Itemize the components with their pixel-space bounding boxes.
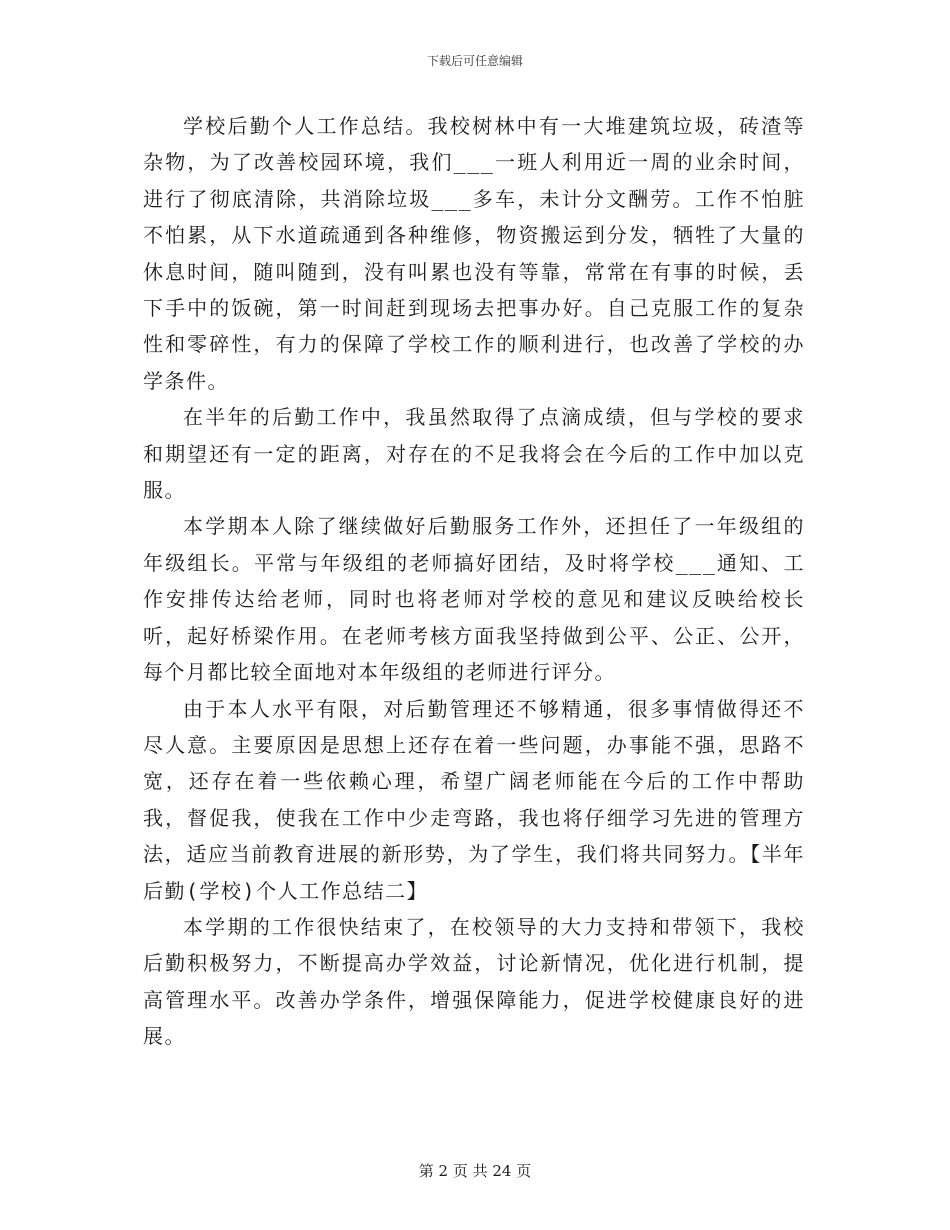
paragraph: 本学期本人除了继续做好后勤服务工作外，还担任了一年级组的年级组长。平常与年级组的老师搞好团结，及时将学校___通知、工作安排传达给老师，同时也将老师对学校的意见和建议反映给校长听，起好桥梁作用。在老师考核方面我坚持做到公平、公正、公开，每个月都比较全面地对本年级组的老师进行评分。 bbox=[143, 514, 805, 685]
paragraph: 本学期的工作很快结束了，在校领导的大力支持和带领下，我校后勤积极努力，不断提高办学效益，讨论新情况，优化进行机制，提高管理水平。改善办学条件，增强保障能力，促进学校健康良好的进展。 bbox=[143, 914, 805, 1049]
page-header: 下载后可任意编辑 bbox=[426, 54, 523, 68]
document-body bbox=[143, 108, 805, 1055]
paragraph: 在半年的后勤工作中，我虽然取得了点滴成绩，但与学校的要求和期望还有一定的距离，对存在的不足我将会在今后的工作中加以克服。 bbox=[143, 405, 805, 503]
paragraph: 学校后勤个人工作总结。我校树林中有一大堆建筑垃圾，砖渣等杂物，为了改善校园环境，我们___一班人利用近一周的业余时间，进行了彻底清除，共消除垃圾___多车，未计分文酬劳。工作不怕脏不怕累，从下水道疏通到各种维修，物资搬运到分发，牺牲了大量的休息时间，随叫随到，没有叫累也没有等靠，常常在有事的时候，丢下手中的饭碗，第一时间赶到现场去把事办好。自己克服工作的复杂性和零碎性，有力的保障了学校工作的顺利进行，也改善了学校的办学条件。 bbox=[143, 114, 805, 393]
page-number: 第 2 页 共 24 页 bbox=[418, 1162, 532, 1180]
paragraph: 由于本人水平有限，对后勤管理还不够精通，很多事情做得还不尽人意。主要原因是思想上还存在着一些问题，办事能不强，思路不宽，还存在着一些依赖心理，希望广阔老师能在今后的工作中帮助我，督促我，使我在工作中少走弯路，我也将仔细学习先进的管理方法，适应当前教育进展的新形势，为了学生，我们将共同努力。【半年后勤(学校)个人工作总结二】 bbox=[143, 696, 805, 903]
